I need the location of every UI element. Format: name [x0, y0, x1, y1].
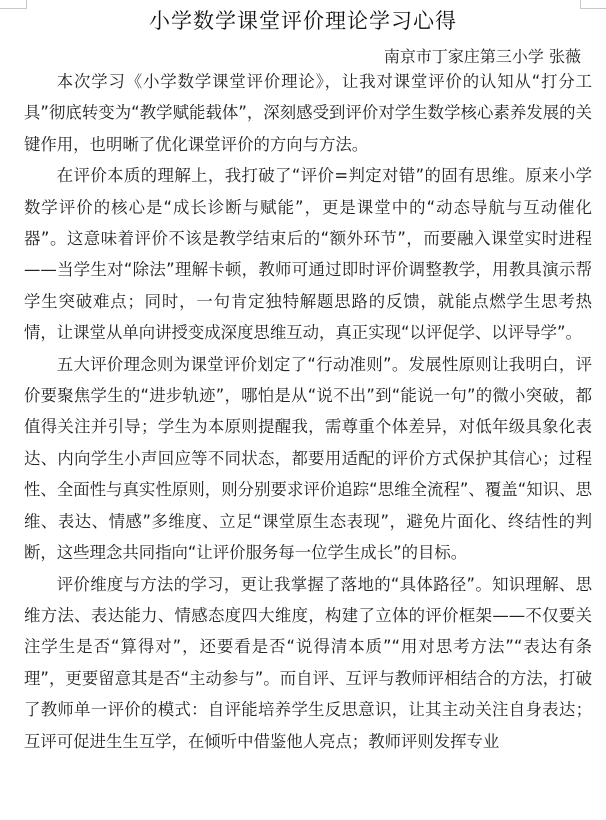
document-title: 小学数学课堂评价理论学习心得	[149, 9, 457, 33]
paragraph: 在评价本质的理解上，我打破了“评价=判定对错”的固有思维。原来小学数学评价的核心是“成长诊断与赋能”，更是课堂中的“动态导航与互动催化器”。这意味着评价不该是教学结束后的“额外环节”，而要融入课堂实时进程——当学生对“除法”理解卡顿，教师可通过即时评价调整教学，用教具演示帮学生突破难点；同时，一句肯定独特解题思路的反馈，就能点燃学生思考热情，让课堂从单向讲授变成深度思维互动，真正实现“以评促学、以评导学”。	[24, 166, 592, 343]
paragraph: 评价维度与方法的学习，更让我掌握了落地的“具体路径”。知识理解、思维方法、表达能力、情感态度四大维度，构建了立体的评价框架——不仅要关注学生是否“算得对”，还要看是否“说得清本质”“用对思考方法”“表达有条理”，更要留意其是否“主动参与”。而自评、互评与教师评相结合的方法，打破了教师单一评价的模式：自评能培养学生反思意识，让其主动关注自身表达；互评可促进生生互学，在倾听中借鉴他人亮点；教师评则发挥专业	[24, 574, 592, 751]
document-body	[24, 66, 592, 757]
author-line: 南京市丁家庄第三小学 张薇	[383, 47, 581, 66]
paragraph: 五大评价理念则为课堂评价划定了“行动准则”。发展性原则让我明白，评价要聚焦学生的“进步轨迹”，哪怕是从“说不出”到“能说一句”的微小突破，都值得关注并引导；学生为本原则提醒我，需尊重个体差异，对低年级具象化表达、内向学生小声回应等不同状态，都要用适配的评价方式保护其信心；过程性、全面性与真实性原则，则分别要求评价追踪“思维全流程”、覆盖“知识、思维、表达、情感”多维度、立足“课堂原生态表现”，避免片面化、终结性的判断，这些理念共同指向“让评价服务每一位学生成长”的目标。	[24, 354, 592, 563]
paragraph: 本次学习《小学数学课堂评价理论》，让我对课堂评价的认知从“打分工具”彻底转变为“教学赋能载体”，深刻感受到评价对学生数学核心素养发展的关键作用，也明晰了优化课堂评价的方向与方法。	[24, 72, 592, 154]
